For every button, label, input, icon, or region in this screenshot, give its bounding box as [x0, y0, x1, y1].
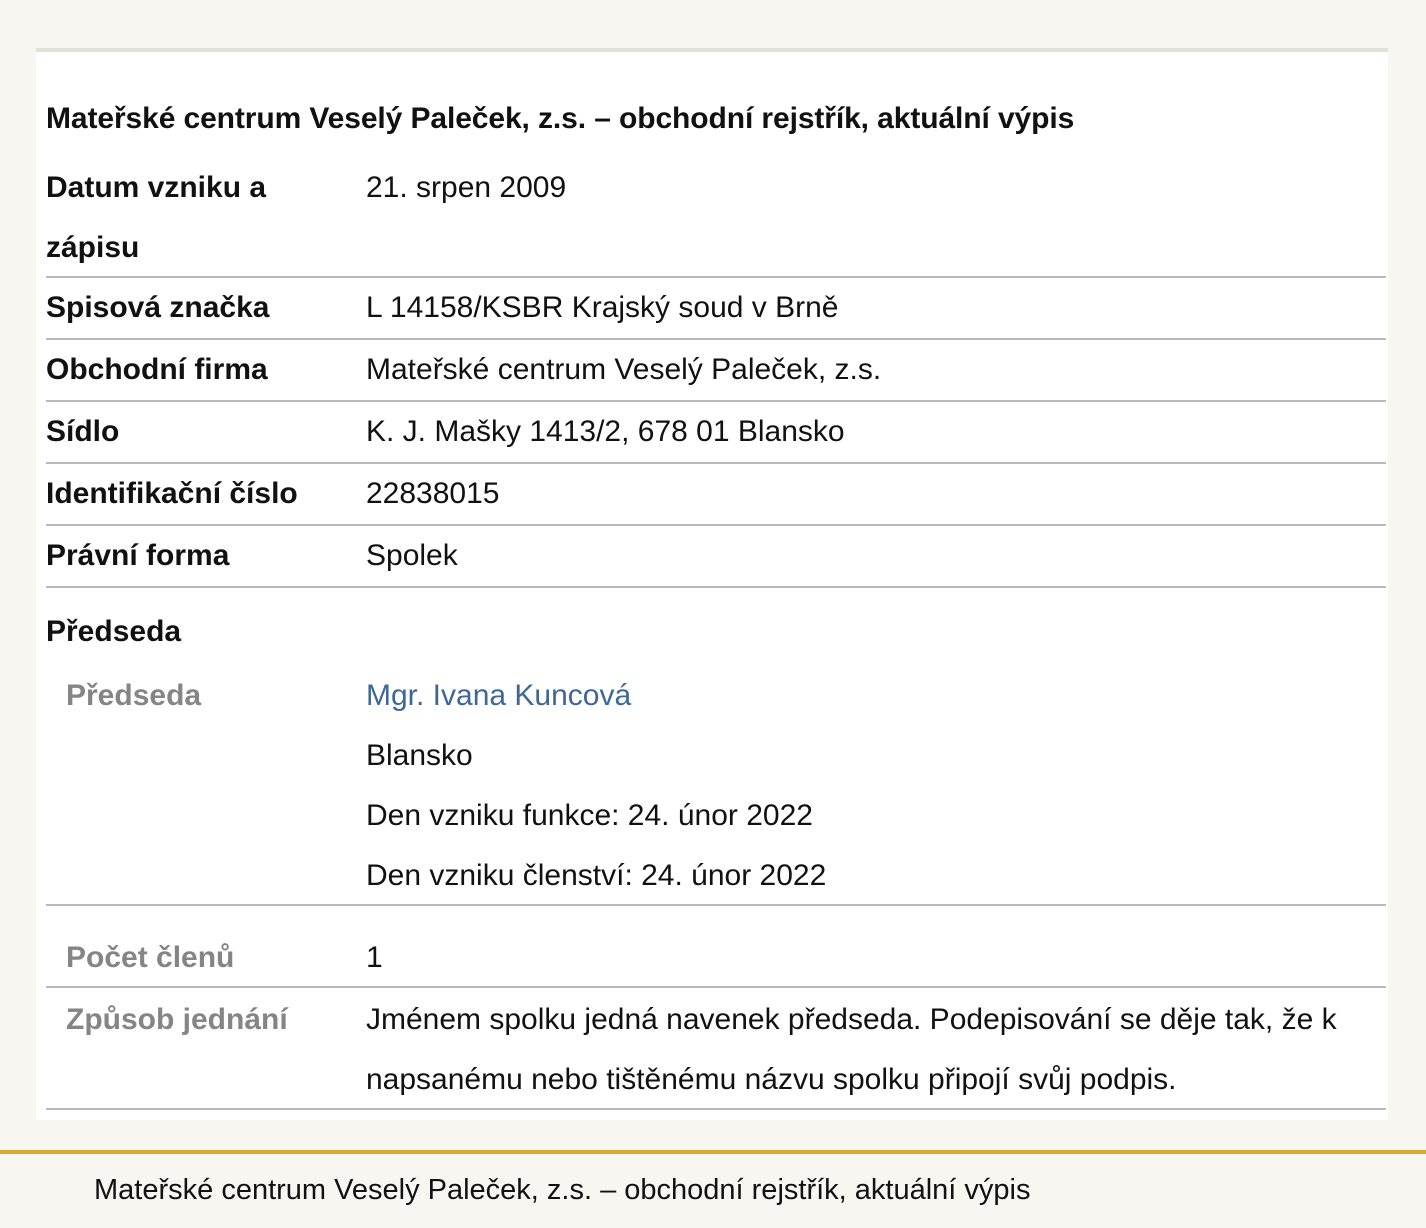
row-label: Sídlo	[46, 415, 120, 448]
page-title: Mateřské centrum Veselý Paleček, z.s. – obchodní rejstřík, aktuální výpis	[46, 102, 1075, 135]
section-heading-chairman: Předseda	[46, 615, 182, 648]
function-start-date: Den vzniku funkce: 24. únor 2022	[366, 799, 813, 832]
registry-extract-panel	[36, 48, 1388, 1120]
person-link[interactable]: Mgr. Ivana Kuncová	[366, 679, 632, 712]
row-label: Právní forma	[46, 539, 230, 572]
row-identification-number	[46, 464, 1386, 526]
footer	[0, 1150, 1426, 1228]
row-label: Počet členů	[66, 941, 235, 974]
row-value: L 14158/KSBR Krajský soud v Brně	[366, 291, 839, 324]
row-label: Datum vzniku a zápisu	[46, 171, 267, 264]
row-value: Spolek	[366, 539, 458, 572]
row-business-name	[46, 340, 1386, 402]
row-label: Spisová značka	[46, 291, 270, 324]
row-legal-form	[46, 526, 1386, 588]
row-label: Identifikační číslo	[46, 477, 298, 510]
footer-text: Mateřské centrum Veselý Paleček, z.s. – obchodní rejstřík, aktuální výpis	[94, 1174, 1031, 1206]
membership-start-date: Den vzniku členství: 24. únor 2022	[366, 859, 827, 892]
row-label: Předseda	[66, 679, 202, 712]
row-chairman	[46, 666, 1386, 906]
row-date-of-establishment	[46, 158, 1386, 278]
row-manner-of-acting	[46, 990, 1386, 1110]
person-city: Blansko	[366, 739, 473, 772]
row-value: 1	[366, 941, 383, 974]
row-value: 21. srpen 2009	[366, 171, 567, 204]
row-value: K. J. Mašky 1413/2, 678 01 Blansko	[366, 415, 845, 448]
row-file-number	[46, 278, 1386, 340]
row-value: Jménem spolku jedná navenek předseda. Podepisování se děje tak, že k napsanému nebo tištěnému názvu spolku připojí svůj podpis.	[366, 1003, 1337, 1096]
row-value: 22838015	[366, 477, 500, 510]
row-value	[366, 666, 826, 906]
row-value: Mateřské centrum Veselý Paleček, z.s.	[366, 353, 882, 386]
row-registered-office	[46, 402, 1386, 464]
row-member-count	[46, 928, 1386, 988]
row-label: Obchodní firma	[46, 353, 268, 386]
row-label: Způsob jednání	[66, 1003, 288, 1036]
